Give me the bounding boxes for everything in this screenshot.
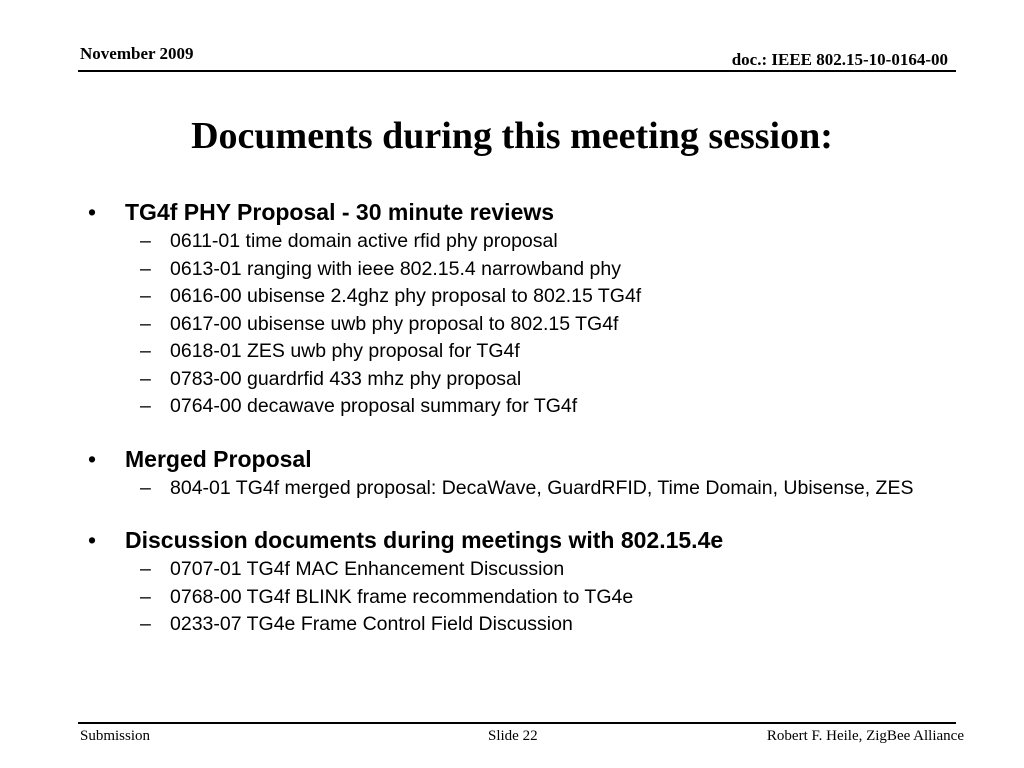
dash-icon: – (140, 230, 151, 252)
list-item-text: 0783-00 guardrfid 433 mhz phy proposal (170, 367, 522, 390)
list-item-text: 0233-07 TG4e Frame Control Field Discussion (170, 613, 573, 635)
list-item (140, 283, 948, 311)
bullet-icon: • (88, 199, 97, 225)
section-heading-text: TG4f PHY Proposal - 30 minute reviews (125, 199, 555, 225)
section-merged-proposal (88, 443, 948, 503)
header-date: November 2009 (80, 44, 194, 63)
list-item (140, 475, 948, 503)
dash-icon: – (140, 585, 151, 608)
list-item-text: 0616-00 ubisense 2.4ghz phy proposal to 802.15 TG4f (170, 285, 642, 307)
slide-content (88, 196, 948, 661)
list-item-text: 0768-00 TG4f BLINK frame recommendation to TG4e (170, 585, 634, 608)
list-item (140, 584, 948, 612)
list-item (140, 338, 948, 366)
section-discussion-documents (88, 524, 948, 639)
dash-icon: – (140, 367, 151, 390)
dash-icon: – (140, 257, 151, 280)
list-item-text: 804-01 TG4f merged proposal: DecaWave, GuardRFID, Time Domain, Ubisense, ZES (170, 476, 914, 499)
section-heading-text: Discussion documents during meetings with 802.15.4e (125, 527, 724, 553)
list-item (140, 366, 948, 394)
section-phy-proposals (88, 196, 948, 421)
list-item-text: 0613-01 ranging with ieee 802.15.4 narrowband phy (170, 257, 621, 280)
dash-icon: – (140, 558, 151, 580)
bullet-icon: • (88, 445, 97, 472)
list-item (140, 256, 948, 284)
section-heading-text: Merged Proposal (125, 445, 312, 472)
section-heading (88, 443, 948, 475)
section-heading (88, 524, 948, 556)
slide-title: Documents during this meeting session: (191, 115, 833, 157)
list-item-text: 0618-01 ZES uwb phy proposal for TG4f (170, 340, 520, 362)
dash-icon: – (140, 613, 151, 635)
list-item (140, 556, 948, 584)
dash-icon: – (140, 476, 151, 499)
footer-submission: Submission (80, 728, 151, 744)
header-rule (78, 70, 956, 72)
list-item (140, 311, 948, 339)
dash-icon: – (140, 285, 151, 307)
bullet-icon: • (88, 527, 97, 553)
dash-icon: – (140, 312, 151, 335)
list-item-text: 0764-00 decawave proposal summary for TG4f (170, 395, 578, 417)
list-item (140, 228, 948, 256)
header-doc-id: doc.: IEEE 802.15-10-0164-00 (731, 50, 948, 69)
list-item (140, 611, 948, 639)
section-heading (88, 196, 948, 228)
list-item-text: 0707-01 TG4f MAC Enhancement Discussion (170, 558, 565, 580)
list-item-text: 0611-01 time domain active rfid phy proposal (170, 230, 558, 252)
list-item-text: 0617-00 ubisense uwb phy proposal to 802.15 TG4f (170, 312, 619, 335)
list-item (140, 393, 948, 421)
dash-icon: – (140, 340, 151, 362)
footer-author: Robert F. Heile, ZigBee Alliance (766, 728, 964, 744)
dash-icon: – (140, 395, 151, 417)
footer-slide-number: Slide 22 (488, 728, 538, 744)
footer-rule (78, 722, 956, 724)
